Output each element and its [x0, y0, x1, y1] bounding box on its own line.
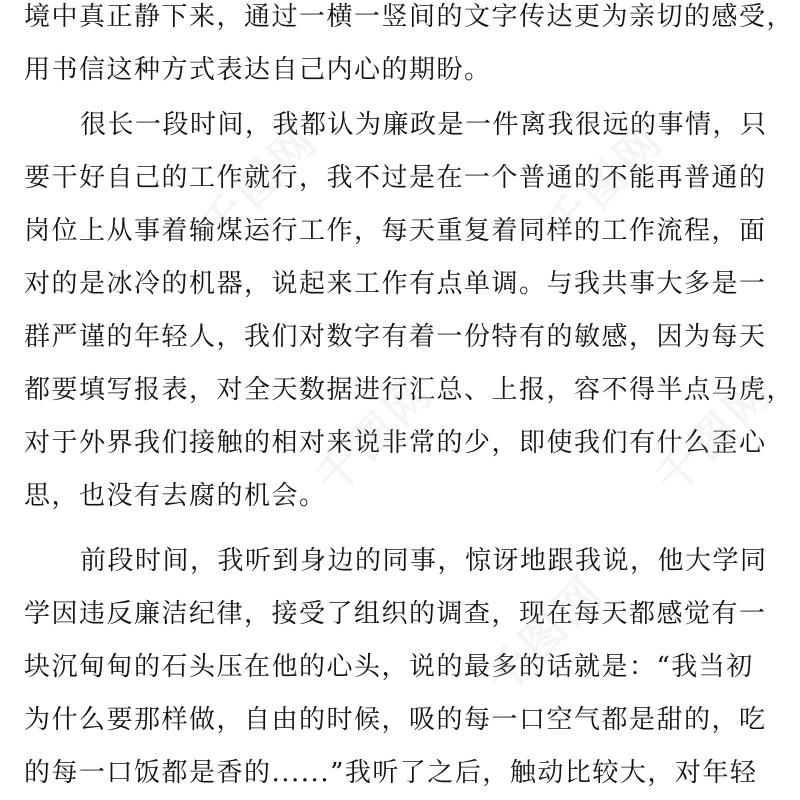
text-line-2: 用书信这种方式表达自己内心的期盼。 — [24, 55, 492, 85]
text-line-12: 学因违反廉洁纪律，接受了组织的调查，现在每天都感觉有一 — [24, 599, 767, 629]
watermark: 千图网 — [191, 114, 330, 253]
text-line-11: 前段时间，我听到身边的同事，惊讶地跟我说，他大学同 — [80, 546, 768, 576]
text-line-14: 为什么要那样做，自由的时候，吸的每一口空气都是甜的，吃 — [24, 705, 767, 735]
text-line-8: 都要填写报表，对全天数据进行汇总、上报，容不得半点马虎， — [24, 375, 795, 405]
text-line-13: 块沉甸甸的石头压在他的心头，说的最多的话就是：“我当初 — [24, 652, 754, 682]
watermark: 千图网 — [306, 366, 445, 505]
watermark: 千图网 — [476, 566, 615, 705]
text-line-5: 岗位上从事着输煤运行工作，每天重复着同样的工作流程，面 — [24, 216, 767, 246]
text-line-4: 要干好自己的工作就行，我不过是在一个普通的不能再普通的 — [24, 163, 767, 193]
text-line-3: 很长一段时间，我都认为廉政是一件离我很远的事情，只 — [80, 110, 768, 140]
text-line-15: 的每一口饭都是香的......”我听了之后，触动比较大，对年轻 — [24, 758, 758, 788]
watermark: 千图网 — [646, 366, 785, 505]
text-line-9: 对于外界我们接触的相对来说非常的少，即使我们有什么歪心 — [24, 428, 767, 458]
text-line-6: 对的是冰冷的机器，说起来工作有点单调。与我共事大多是一 — [24, 269, 767, 299]
text-line-10: 思，也没有去腐的机会。 — [24, 481, 327, 511]
text-line-7: 群严谨的年轻人，我们对数字有着一份特有的敏感，因为每天 — [24, 322, 767, 352]
text-line-1: 境中真正静下来，通过一横一竖间的文字传达更为亲切的感受， — [24, 2, 795, 32]
watermark: 千图网 — [536, 114, 675, 253]
